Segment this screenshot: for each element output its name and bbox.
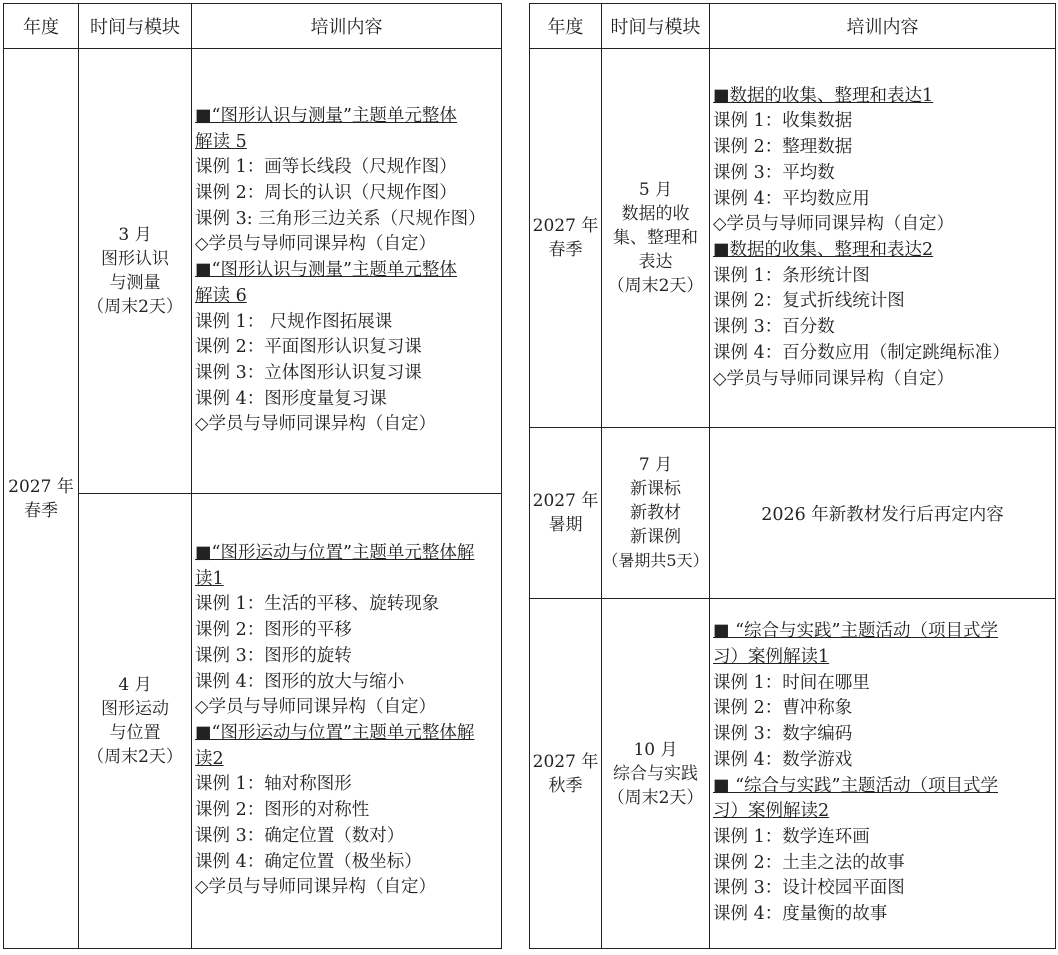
content-cell: ■“图形认识与测量”主题单元整体 解读 5 课例 1：画等长线段（尺规作图） 课例 2：周长的认识（尺规作图） 课例 3: 三角形三边关系（尺规作图） ◇学员与导师同课异构（自定） ■“图形认识与测量”主题单元整体 解读 6 课例 1： 尺规作图拓展课 课例 2：平面图形认识复习课 课例 3：立体图形认识复习课 课例 4：图形度量复习课 ◇学员与导师同课异构（自定） [192,49,502,494]
year-cell: 2027 年 春季 [4,49,79,949]
year-cell: 2027 年 秋季 [530,599,602,949]
time-module-cell: 3 月 图形认识 与测量 （周末2天） [79,49,192,494]
time-module-cell: 10 月 综合与实践 （周末2天） [602,599,710,949]
header-year: 年度 [4,4,79,49]
header-time-module: 时间与模块 [79,4,192,49]
content-cell: 2026 年新教材发行后再定内容 [710,428,1056,599]
content-cell: ■数据的收集、整理和表达1 课例 1：收集数据 课例 2：整理数据 课例 3：平均数 课例 4：平均数应用 ◇学员与导师同课异构（自定） ■数据的收集、整理和表达2 课例 1：条形统计图 课例 2：复式折线统计图 课例 3：百分数 课例 4：百分数应用（制定跳绳标准） ◇学员与导师同课异构（自定） [710,49,1056,428]
time-module-cell: 5 月 数据的收 集、整理和 表达 （周末2天） [602,49,710,428]
header-content: 培训内容 [192,4,502,49]
year-cell: 2027 年 暑期 [530,428,602,599]
right-schedule-table [529,3,1056,949]
time-module-cell: 7 月 新课标 新教材 新课例 （暑期共5天） [602,428,710,599]
left-schedule-table [3,3,502,949]
year-cell: 2027 年 春季 [530,49,602,428]
header-year: 年度 [530,4,602,49]
header-content: 培训内容 [710,4,1056,49]
header-time-module: 时间与模块 [602,4,710,49]
time-module-cell: 4 月 图形运动 与位置 （周末2天） [79,494,192,949]
content-cell: ■ “综合与实践”主题活动（项目式学 习）案例解读1 课例 1：时间在哪里 课例 2：曹冲称象 课例 3：数字编码 课例 4：数学游戏 ■ “综合与实践”主题活动（项目式学 习）案例解读2 课例 1：数学连环画 课例 2：土圭之法的故事 课例 3：设计校园平面图 课例 4：度量衡的故事 [710,599,1056,949]
content-cell: ■“图形运动与位置”主题单元整体解 读1 课例 1：生活的平移、旋转现象 课例 2：图形的平移 课例 3：图形的旋转 课例 4：图形的放大与缩小 ◇学员与导师同课异构（自定） ■“图形运动与位置”主题单元整体解 读2 课例 1：轴对称图形 课例 2：图形的对称性 课例 3：确定位置（数对） 课例 4：确定位置（极坐标） ◇学员与导师同课异构（自定） [192,494,502,949]
